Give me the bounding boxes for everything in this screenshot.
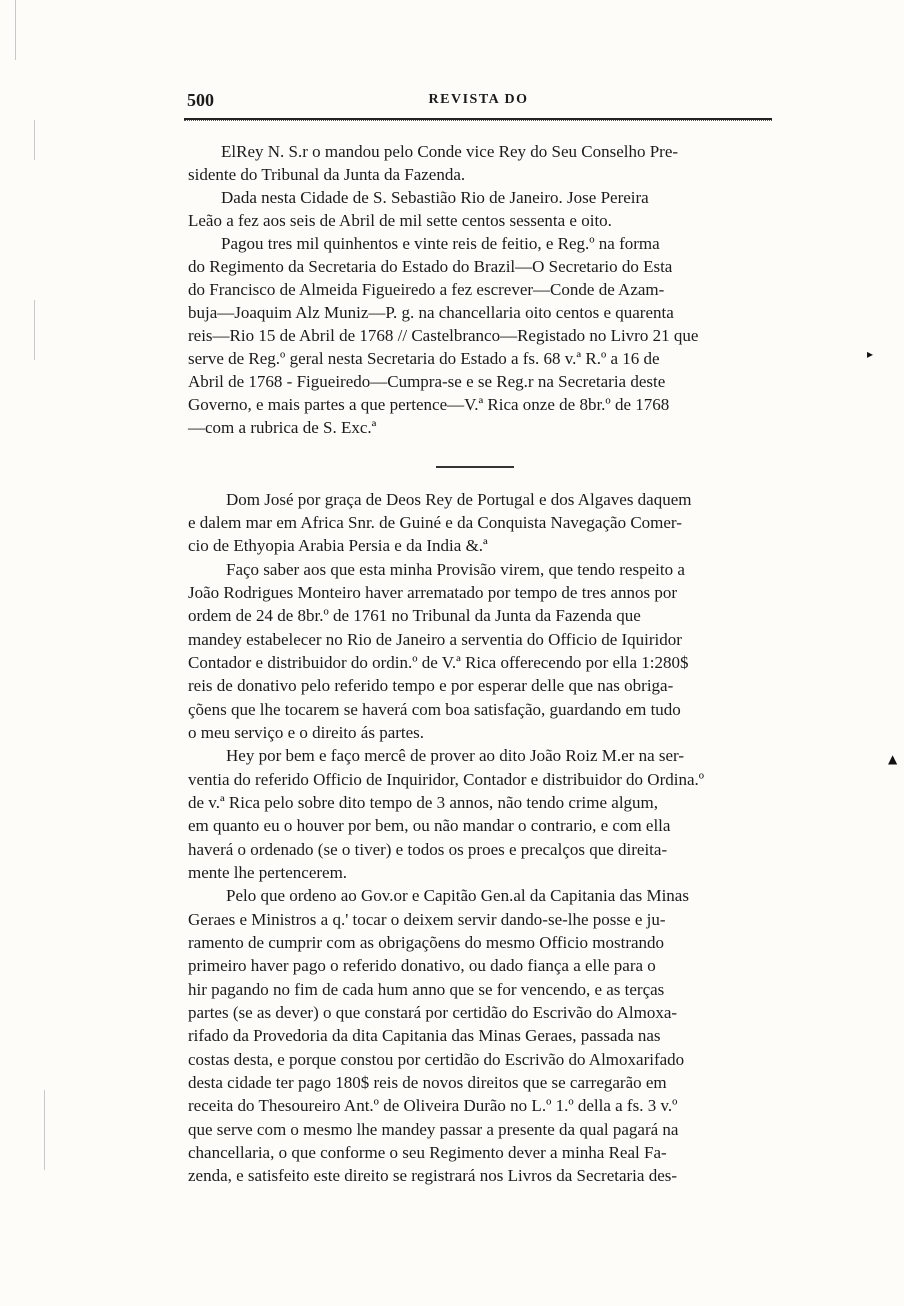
margin-arrow-icon: ▸ xyxy=(867,347,874,361)
running-head: REVISTA DO xyxy=(428,92,529,107)
text-line: ramento de cumprir com as obrigaçõens do mesmo Officio mostrando xyxy=(188,933,665,952)
text-line: Dada nesta Cidade de S. Sebastião Rio de Janeiro. Jose Pereira xyxy=(221,188,649,207)
text-line: receita do Thesoureiro Ant.º de Oliveira Durão no L.º 1.º della a fs. 3 v.º xyxy=(188,1096,678,1115)
text-line: haverá o ordenado (se o tiver) e todos os proes e precalços que direita- xyxy=(188,840,668,859)
page-number: 500 xyxy=(187,90,214,110)
text-line: rifado da Provedoria da dita Capitania das Minas Geraes, passada nas xyxy=(188,1026,661,1045)
header-rule xyxy=(184,118,772,121)
text-line: serve de Reg.º geral nesta Secretaria do Estado a fs. 68 v.ª R.º a 16 de xyxy=(188,349,660,368)
text-line: de v.ª Rica pelo sobre dito tempo de 3 annos, não tendo crime algum, xyxy=(188,793,659,812)
text-line: reis—Rio 15 de Abril de 1768 // Castelbranco—Registado no Livro 21 que xyxy=(188,326,699,345)
text-line: que serve com o mesmo lhe mandey passar a presente da qual pagará na xyxy=(188,1120,679,1139)
text-line: Abril de 1768 - Figueiredo—Cumpra-se e se Reg.r na Secretaria deste xyxy=(188,372,666,391)
section-divider xyxy=(436,466,514,468)
text-line: zenda, e satisfeito este direito se registrará nos Livros da Secretaria des- xyxy=(188,1166,678,1185)
text-line: ElRey N. S.r o mandou pelo Conde vice Rey do Seu Conselho Pre- xyxy=(221,142,679,161)
text-line: —com a rubrica de S. Exc.ª xyxy=(188,418,377,437)
text-line: em quanto eu o houver por bem, ou não mandar o contrario, e com ella xyxy=(188,816,671,835)
text-line: Pelo que ordeno ao Gov.or e Capitão Gen.al da Capitania das Minas xyxy=(226,886,689,905)
text-line: çõens que lhe tocarem se haverá com boa satisfação, guardando em tudo xyxy=(188,700,681,719)
scan-margin-mark xyxy=(15,0,16,60)
text-line: Governo, e mais partes a que pertence—V.ª Rica onze de 8br.º de 1768 xyxy=(188,395,670,414)
text-line: mandey estabelecer no Rio de Janeiro a serventia do Officio de Iquiridor xyxy=(188,630,682,649)
text-line: Hey por bem e faço mercê de prover ao dito João Roiz M.er na ser- xyxy=(226,746,685,765)
text-line: hir pagando no fim de cada hum anno que se for vencendo, e as terças xyxy=(188,980,665,999)
scan-margin-mark xyxy=(34,300,35,360)
text-line: partes (se as dever) o que constará por certidão do Escrivão do Almoxa- xyxy=(188,1003,678,1022)
text-line: mente lhe pertencerem. xyxy=(188,863,348,882)
text-line: Contador e distribuidor do ordin.º de V.ª Rica offerecendo por ella 1:280$ xyxy=(188,653,689,672)
text-line: costas desta, e porque constou por certidão do Escrivão do Almoxarifado xyxy=(188,1050,685,1069)
margin-triangle-icon: ▲ xyxy=(888,752,898,766)
page-header xyxy=(187,90,770,112)
text-line: Dom José por graça de Deos Rey de Portugal e dos Algaves daquem xyxy=(226,490,692,509)
scan-margin-mark xyxy=(44,1090,45,1170)
text-line: desta cidade ter pago 180$ reis de novos direitos que se carregarão em xyxy=(188,1073,667,1092)
text-line: ordem de 24 de 8br.º de 1761 no Tribunal da Junta da Fazenda que xyxy=(188,606,641,625)
text-line: Leão a fez aos seis de Abril de mil sette centos sessenta e oito. xyxy=(188,211,612,230)
text-line: reis de donativo pelo referido tempo e por esperar delle que nas obriga- xyxy=(188,676,674,695)
text-line: Pagou tres mil quinhentos e vinte reis de feitio, e Reg.º na forma xyxy=(221,234,660,253)
text-line: do Francisco de Almeida Figueiredo a fez escrever—Conde de Azam- xyxy=(188,280,665,299)
text-line: sidente do Tribunal da Junta da Fazenda. xyxy=(188,165,466,184)
text-line: Geraes e Ministros a q.' tocar o deixem servir dando-se-lhe posse e ju- xyxy=(188,910,666,929)
text-line: Faço saber aos que esta minha Provisão virem, que tendo respeito a xyxy=(226,560,685,579)
scan-margin-mark xyxy=(34,120,35,160)
text-line: ventia do referido Officio de Inquiridor, Contador e distribuidor do Ordina.º xyxy=(188,770,705,789)
text-line: do Regimento da Secretaria do Estado do Brazil—O Secretario do Esta xyxy=(188,257,673,276)
text-line: primeiro haver pago o referido donativo, ou dado fiança a elle para o xyxy=(188,956,656,975)
text-line: buja—Joaquim Alz Muniz—P. g. na chancellaria oito centos e quarenta xyxy=(188,303,674,322)
text-line: o meu serviço e o direito ás partes. xyxy=(188,723,425,742)
text-line: e dalem mar em Africa Snr. de Guiné e da Conquista Navegação Comer- xyxy=(188,513,682,532)
text-line: cio de Ethyopia Arabia Persia e da India &.ª xyxy=(188,536,488,555)
text-line: chancellaria, o que conforme o seu Regimento dever a minha Real Fa- xyxy=(188,1143,667,1162)
text-line: João Rodrigues Monteiro haver arrematado por tempo de tres annos por xyxy=(188,583,678,602)
